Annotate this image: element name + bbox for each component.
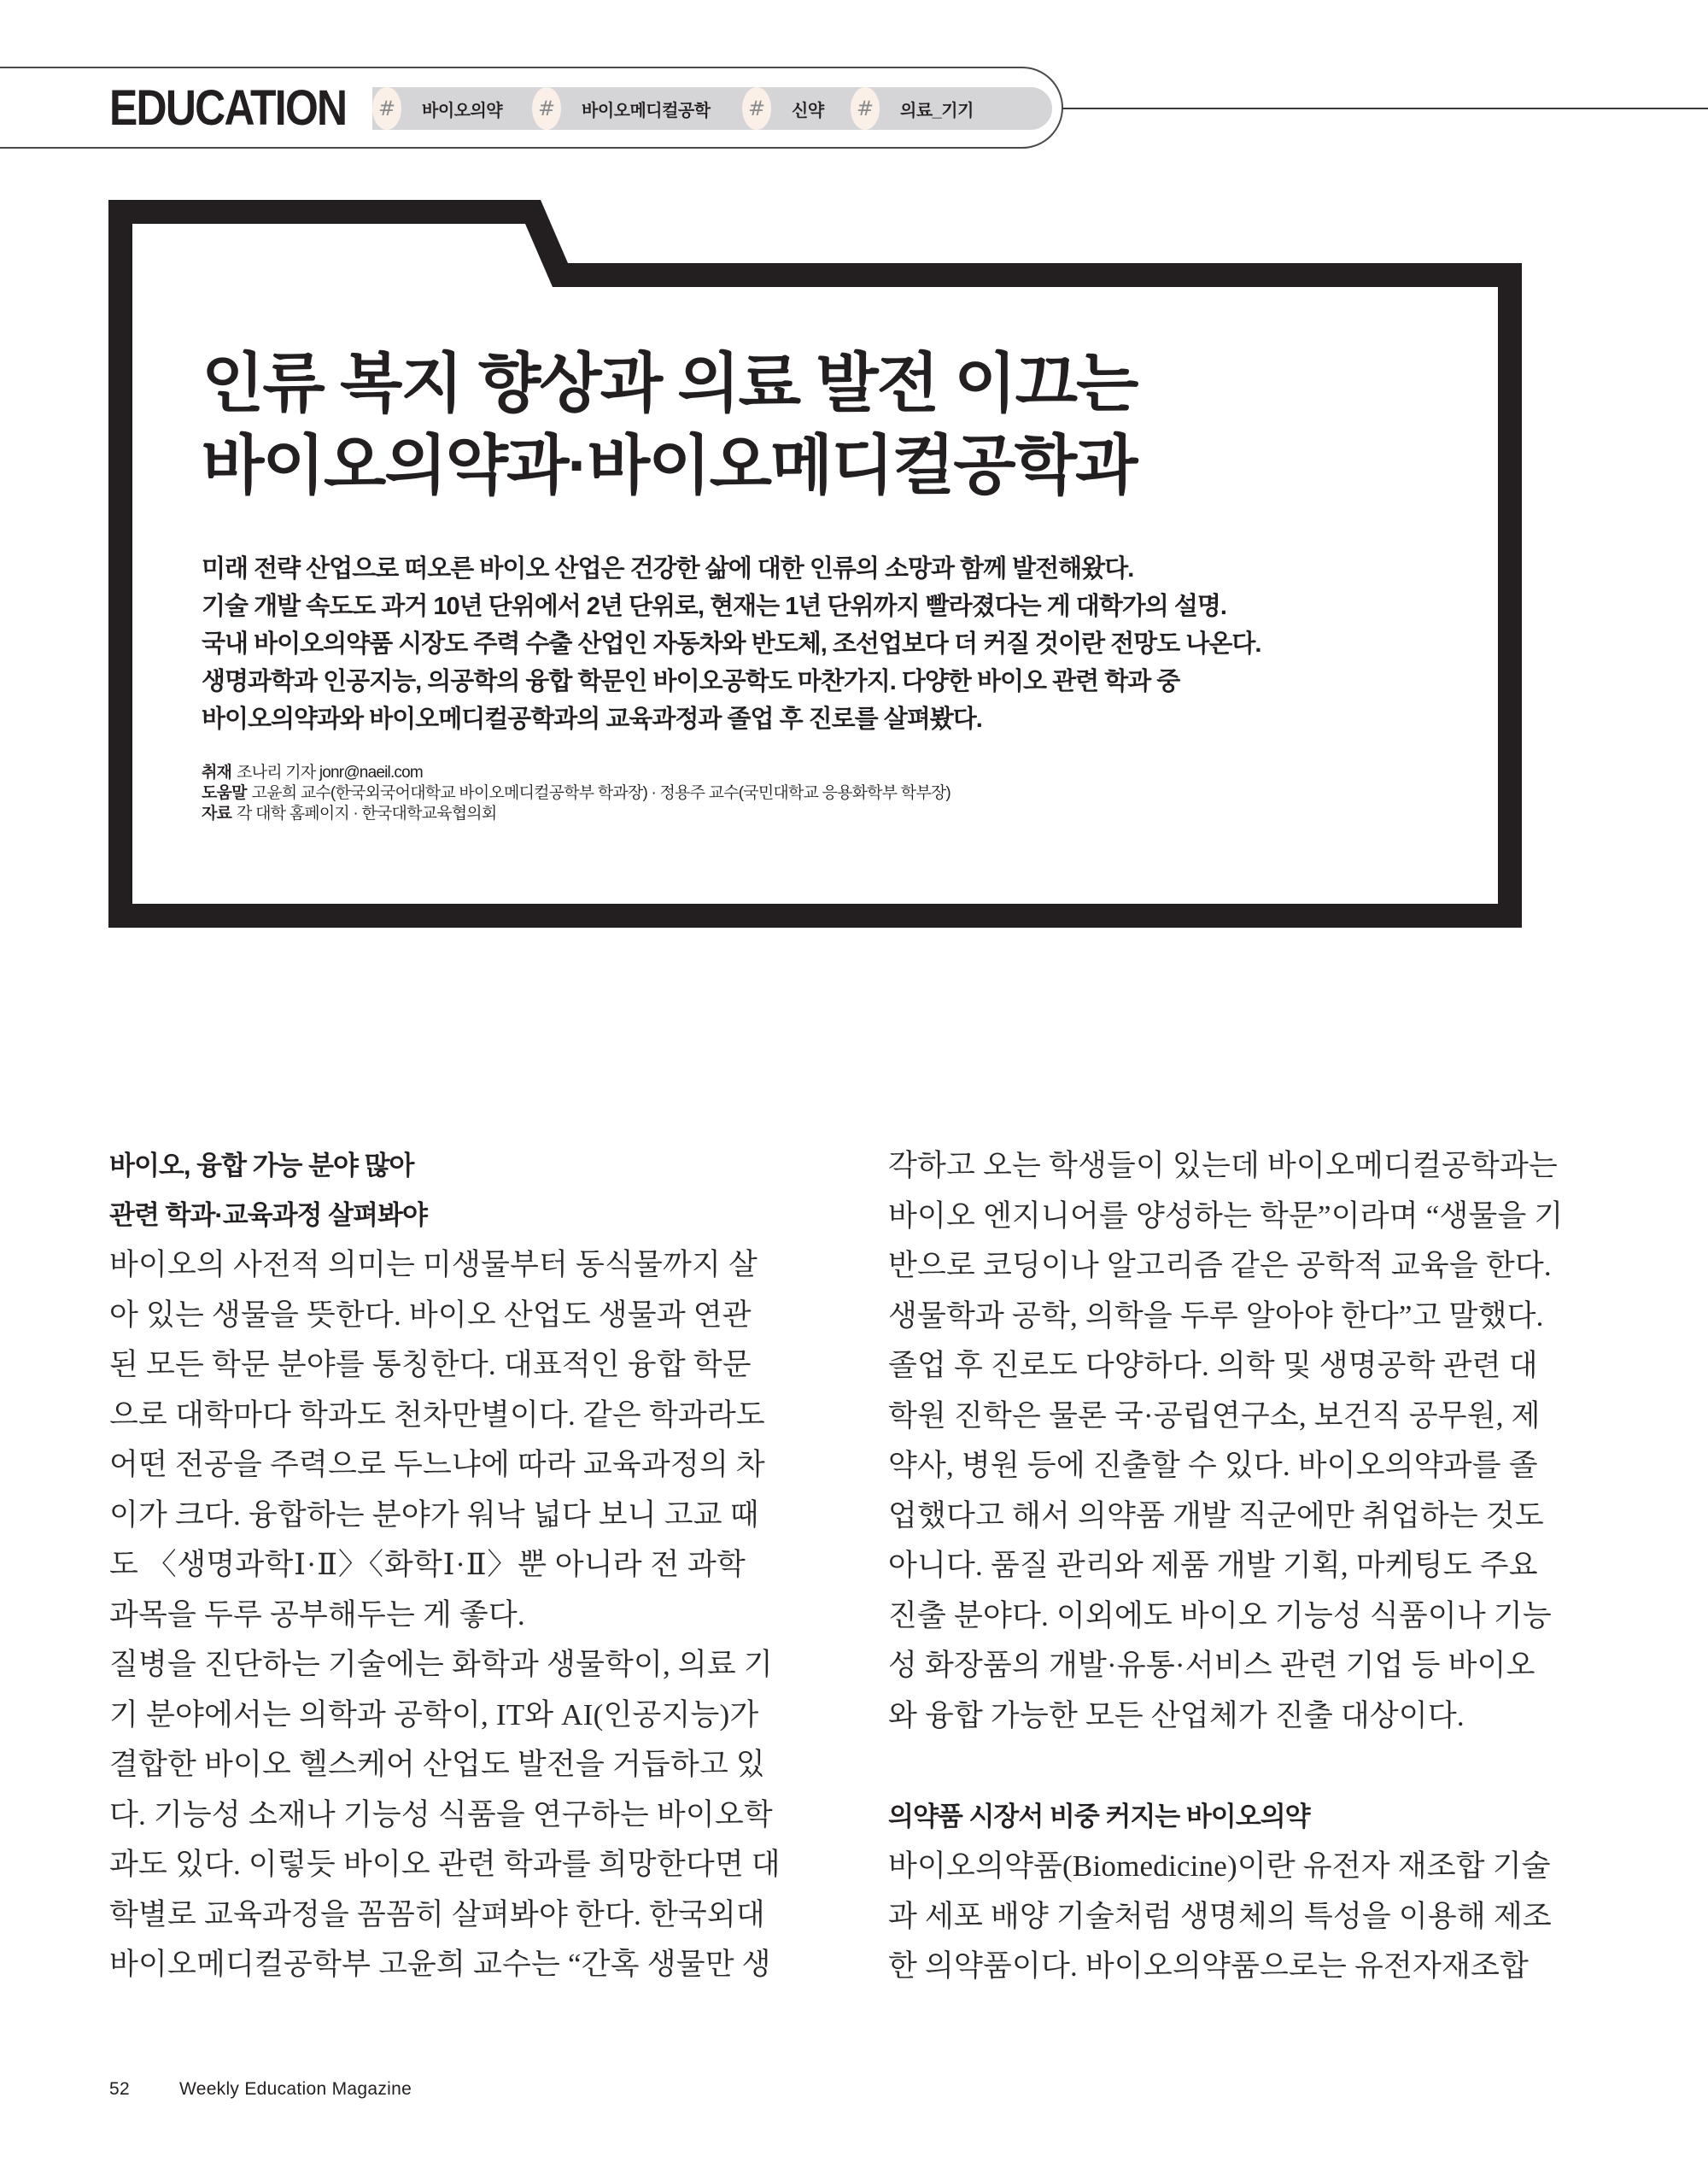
lead-line: 국내 바이오의약품 시장도 주력 수출 산업인 자동차와 반도체, 조선업보다 더 커질 것이란 전망도 나온다.: [202, 630, 1261, 658]
body-line: 바이오 엔지니어를 양성하는 학문”이라며 “생물을 기: [888, 1198, 1564, 1233]
body-line: 으로 대학마다 학과도 천차만별이다. 같은 학과라도: [109, 1397, 765, 1432]
tag-label: 바이오메디컬공학: [582, 101, 711, 120]
credit-value: 각 대학 홈페이지 · 한국대학교육협의회: [237, 805, 497, 823]
body-line: 각하고 오는 학생들이 있는데 바이오메디컬공학과는: [888, 1149, 1559, 1182]
body-line: 어떤 전공을 주력으로 두느냐에 따라 교육과정의 차: [109, 1448, 765, 1481]
headline: [202, 343, 1483, 507]
hash-icon: #: [372, 87, 401, 130]
body-line: 이가 크다. 융합하는 분야가 워낙 넓다 보니 고교 때: [109, 1497, 759, 1532]
lead-line: 바이오의약과와 바이오메디컬공학과의 교육과정과 졸업 후 진로를 살펴봤다.: [202, 706, 982, 733]
magazine-name: Weekly Education Magazine: [178, 2079, 412, 2099]
body-line: 와 융합 가능한 모든 산업체가 진출 대상이다.: [888, 1698, 1465, 1732]
body-line: 약사, 병원 등에 진출할 수 있다. 바이오의약과를 졸: [888, 1449, 1538, 1482]
body-line: 과도 있다. 이렇듯 바이오 관련 학과를 희망한다면 대: [109, 1848, 781, 1881]
hash-icon: #: [532, 87, 561, 130]
body-line: 한 의약품이다. 바이오의약품으로는 유전자재조합: [888, 1949, 1530, 1983]
credit-value: 고윤희 교수(한국외국어대학교 바이오메디컬공학부 학과장) · 정용주 교수(국민대학교 응용화학부 학부장): [251, 784, 951, 802]
lead-paragraph: [202, 550, 1465, 738]
body-line: 질병을 진단하는 기술에는 화학과 생물학이, 의료 기: [109, 1648, 773, 1681]
credit-reporter: [202, 763, 1312, 783]
body-line: 과목을 두루 공부해두는 게 좋다.: [109, 1597, 525, 1632]
subheading: 바이오, 융합 가능 분야 많아: [109, 1151, 414, 1181]
body-line: 진출 분야다. 이외에도 바이오 기능성 식품이나 기능: [888, 1598, 1552, 1632]
section-gap: [888, 1741, 1524, 1792]
article-column-left: [109, 1141, 781, 1990]
subheading: 의약품 시장서 비중 커지는 바이오의약: [888, 1802, 1310, 1831]
subheading: 관련 학과·교육과정 살펴봐야: [109, 1200, 427, 1230]
credit-key: 도움말: [202, 784, 247, 802]
body-line: 도 〈생명과학Ⅰ·Ⅱ〉〈화학Ⅰ·Ⅱ〉뿐 아니라 전 과학: [109, 1548, 746, 1581]
body-line: 바이오의약품(Biomedicine)이란 유전자 재조합 기술: [888, 1849, 1551, 1883]
body-line: 업했다고 해서 의약품 개발 직군에만 취업하는 것도: [888, 1498, 1544, 1532]
body-line: 결합한 바이오 헬스케어 산업도 발전을 거듭하고 있: [109, 1748, 765, 1781]
body-line: 학별로 교육과정을 꼼꼼히 살펴봐야 한다. 한국외대: [109, 1897, 765, 1931]
credit-value: 조나리 기자 jonr@naeil.com: [237, 764, 423, 782]
body-line: 과 세포 배양 기술처럼 생명체의 특성을 이용해 제조: [888, 1899, 1552, 1933]
tag-label: 신약: [792, 101, 824, 120]
body-line: 바이오메디컬공학부 고윤희 교수는 “간혹 생물만 생: [109, 1948, 771, 1981]
headline-line: 인류 복지 향상과 의료 발전 이끄는: [202, 348, 1138, 420]
body-line: 생물학과 공학, 의학을 두루 알아야 한다”고 말했다.: [888, 1298, 1544, 1333]
credit-key: 자료: [202, 805, 232, 823]
tag-label: 의료_기기: [900, 101, 974, 120]
body-line: 기 분야에서는 의학과 공학이, IT와 AI(인공지능)가: [109, 1697, 759, 1731]
lead-line: 미래 전략 산업으로 떠오른 바이오 산업은 건강한 삶에 대한 인류의 소망과 함께 발전해왔다.: [202, 555, 1134, 583]
article-column-right: [888, 1141, 1564, 1992]
credit-sources: [202, 804, 1312, 824]
headline-line: 바이오의약과·바이오메디컬공학과: [202, 430, 1137, 502]
credit-key: 취재: [202, 764, 232, 782]
lead-line: 생명과학과 인공지능, 의공학의 융합 학문인 바이오공학도 마찬가지. 다양한 바이오 관련 학과 중: [202, 668, 1180, 695]
body-line: 졸업 후 진로도 다양하다. 의학 및 생명공학 관련 대: [888, 1349, 1538, 1382]
body-line: 성 화장품의 개발·유통·서비스 관련 기업 등 바이오: [888, 1649, 1535, 1682]
credit-advisors: [202, 783, 1312, 804]
body-line: 아 있는 생물을 뜻한다. 바이오 산업도 생물과 연관: [109, 1298, 752, 1332]
credits: [202, 763, 1312, 824]
body-line: 학원 진학은 물론 국·공립연구소, 보건직 공무원, 제: [888, 1398, 1541, 1433]
body-line: 바이오의 사전적 의미는 미생물부터 동식물까지 살: [109, 1248, 757, 1281]
page-footer: [109, 2079, 412, 2100]
page-number: 52: [109, 2079, 130, 2099]
lead-line: 기술 개발 속도도 과거 10년 단위에서 2년 단위로, 현재는 1년 단위까지 빨라졌다는 게 대학가의 설명.: [202, 593, 1226, 620]
body-line: 아니다. 품질 관리와 제품 개발 기획, 마케팅도 주요: [888, 1549, 1538, 1582]
tag-label: 바이오의약: [422, 101, 503, 120]
body-line: 다. 기능성 소재나 기능성 식품을 연구하는 바이오학: [109, 1797, 773, 1831]
body-line: 된 모든 학문 분야를 통칭한다. 대표적인 융합 학문: [109, 1348, 752, 1381]
body-line: 반으로 코딩이나 알고리즘 같은 공학적 교육을 한다.: [888, 1249, 1552, 1282]
section-label: EDUCATION: [109, 80, 347, 136]
hash-icon: #: [742, 87, 771, 130]
hash-icon: #: [851, 87, 880, 130]
